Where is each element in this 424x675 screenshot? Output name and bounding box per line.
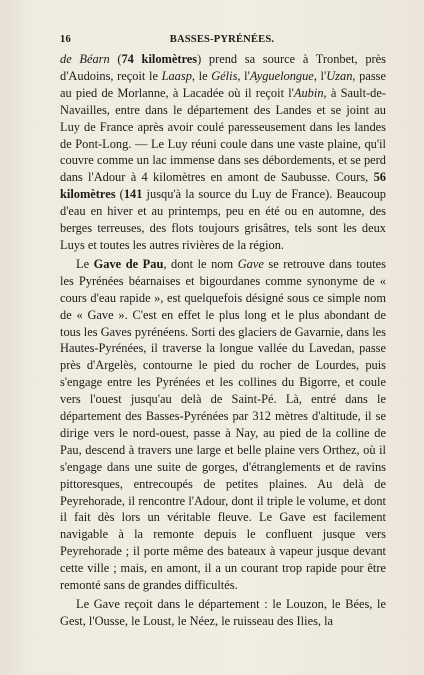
page-number: 16 — [60, 34, 71, 45]
text-run: , dont le nom — [163, 256, 238, 271]
paragraph-gave-de-pau — [60, 256, 386, 594]
text-run: ( — [109, 52, 122, 66]
bold-text: Gave de Pau — [93, 256, 164, 271]
bold-text: 141 — [123, 187, 143, 202]
text-run: ( — [115, 187, 124, 202]
text-run: Le Gave reçoit dans le département : le Louzon, le Bées, le Gest, l'Ousse, le Loust, le Néez, le ruisseau des Ilies, la — [60, 597, 386, 628]
italic-text: Ayguelongue — [249, 68, 314, 83]
italic-text: Laasp — [161, 68, 192, 83]
italic-text: Uzan — [326, 68, 353, 83]
paragraph-affluents — [60, 596, 386, 630]
text-run: , passe au pied de Morlanne, à Lacadée où il reçoit l' — [60, 68, 386, 100]
running-head: BASSES-PYRÉNÉES. — [169, 34, 275, 45]
page-header — [60, 34, 384, 48]
italic-text: de Béarn — [60, 52, 110, 66]
text-run: , le — [191, 68, 212, 83]
text-run: , l' — [237, 68, 250, 83]
text-run: , à Sault-de-Navailles, entre dans le département des Landes et se joint au Luy de France après avoir coulé paresseusement dans les landes de Pont-Long. — Le Luy réuni coule dans une vaste plaine, qu'il couvre comme un lac immense dans ses débordements, et se perd dans l'Adour à 4 kilomètres en amont de Saubusse. Cours, — [60, 85, 386, 185]
text-run: , l' — [313, 68, 327, 83]
text-run: se retrouve dans toutes les Pyrénées béarnaises et bigourdanes comme synonyme de « cours d'eau rapide », est quelquefois désigné sous ce simple nom de « Gave ». C'est en effet le plus long et le plus abondant de tous les Gaves pyrénéens. Sorti des glaciers de Gavarnie, dans les Hautes-Pyrénées, il traverse la longue vallée du Lavedan, passe près d'Argelès, contourne le pied du rocher de Lourdes, puis s'engage entre les Pyrénées et les collines du Bigorre, et coule vers l'ouest jusqu'au delà de Saint-Pé. Là, entré dans le département des Basses-Pyrénées par 312 mètres d'altitude, il se dirige vers le nord-ouest, passe à Nay, au pied de la colline de Pau, descend à travers une large et belle plaine vers Orthez, où il s'engage dans une suite de gorges, d'étranglements et de ravins pittoresques, entrecoupés de petites plaines. Au delà de Peyrehorade, il rencontre l'Adour, dont il triple le volume, et dont il fait dès lors un véritable fleuve. Le Gave est facilement navigable à la remonte depuis le confluent jusque vers Peyrehorade ; il porte même des bateaux à vapeur jusque devant cette ville ; mais, en amont, il a un courant trop rapide pour être remonté sans de grandes difficultés. — [60, 256, 386, 593]
bold-text: 74 kilomètres — [121, 52, 198, 66]
page-body — [60, 51, 386, 630]
bold-text: 56 kilomètres — [60, 170, 386, 202]
text-run: Le — [76, 256, 94, 271]
text-run: jusqu'à la source du Luy de France). Beaucoup d'eau en hiver et au printemps, peu en été ou en automne, des berges terreuses, des flots toujours grisâtres, tels sont les deux Luys et toutes les autres rivières de la région. — [60, 187, 386, 252]
italic-text: Gave — [237, 256, 264, 271]
paragraph-luy-continuation — [60, 51, 386, 254]
text-run: ) prend sa source à Tronbet, près d'Audoins, reçoit le — [60, 52, 386, 83]
italic-text: Aubin — [293, 85, 324, 100]
italic-text: Gélis — [211, 68, 238, 83]
